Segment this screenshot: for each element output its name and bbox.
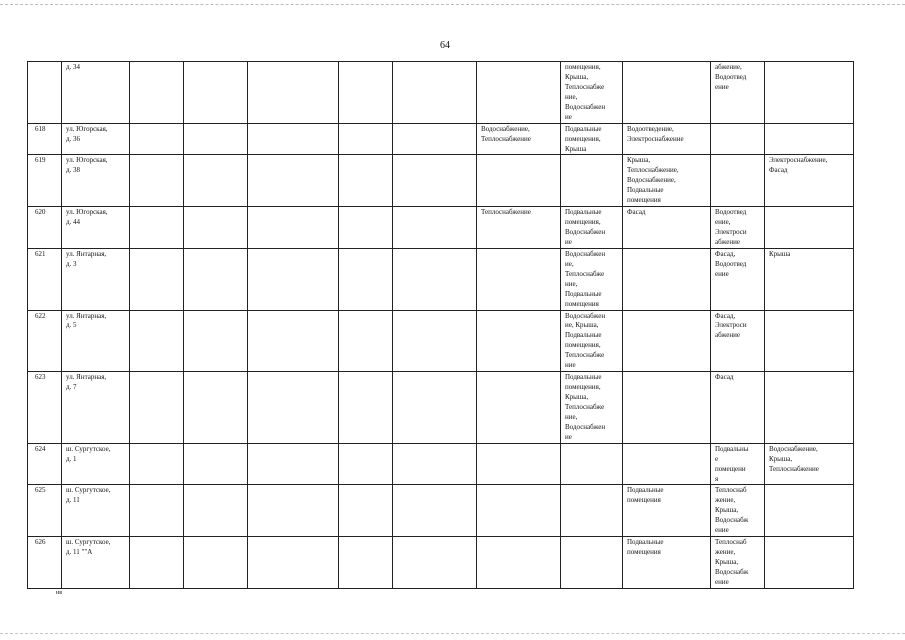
cell-address: ш. Сургутское, д. 1 [62,443,130,485]
cell-col-9 [623,372,711,444]
cell-col-2 [130,248,184,310]
cell-col-9 [623,248,711,310]
cell-address: ул. Югорская, д. 36 [62,123,130,155]
cell-col-11 [765,537,854,589]
cell-col-10: Фасад [711,372,765,444]
cell-number: 621 [28,248,62,310]
cell-address: ул. Янтарная, д. 5 [62,310,130,372]
cell-address: ш. Сургутское, д. 11 ""А [62,537,130,589]
cell-col-3 [184,207,248,249]
cell-address: ул. Югорская, д. 38 [62,155,130,207]
cell-col-11 [765,372,854,444]
cell-col-9: Подвальные помещения [623,537,711,589]
cell-address: ул. Янтарная, д. 3 [62,248,130,310]
cell-col-5 [339,155,393,207]
cell-col-11 [765,207,854,249]
cell-col-9: Крыша, Теплоснабжение, Водоснабжение, Подвальные помещения [623,155,711,207]
cell-col-2 [130,123,184,155]
cell-col-7 [477,62,561,124]
cell-col-11: Электроснабжение, Фасад [765,155,854,207]
cell-col-8: Водоснабжен ие, Крыша, Подвальные помещения, Теплоснабже ние [561,310,623,372]
cell-col-10: Подвальны е помещени я [711,443,765,485]
cell-col-4 [248,62,339,124]
cell-address: ул. Янтарная, д. 7 [62,372,130,444]
cell-col-8: Подвальные помещения, Водоснабжен ие [561,207,623,249]
cell-col-7 [477,537,561,589]
cell-col-4 [248,248,339,310]
table-row [28,537,854,589]
cell-col-2 [130,537,184,589]
cell-number: 620 [28,207,62,249]
cell-col-3 [184,443,248,485]
cell-number: 623 [28,372,62,444]
cell-col-2 [130,310,184,372]
cell-col-9 [623,62,711,124]
cell-col-8: Подвальные помещения, Крыша [561,123,623,155]
cell-number: 624 [28,443,62,485]
footer-initials: нв [56,590,63,596]
cell-col-10: Теплоснаб жение, Крыша, Водоснабж ение [711,485,765,537]
cell-col-10: Фасад, Водоотвед ение [711,248,765,310]
table-body [28,62,854,589]
cell-col-4 [248,123,339,155]
cell-col-3 [184,62,248,124]
cell-col-3 [184,485,248,537]
table-row [28,155,854,207]
cell-col-2 [130,372,184,444]
cell-col-6 [393,62,477,124]
cell-col-3 [184,155,248,207]
cell-col-7 [477,372,561,444]
cell-col-10: Теплоснаб жение, Крыша, Водоснабж ение [711,537,765,589]
cell-col-8 [561,485,623,537]
cell-col-11: Водоснабжение, Крыша, Теплоснабжение [765,443,854,485]
table-row [28,485,854,537]
cell-col-10 [711,123,765,155]
cell-col-6 [393,248,477,310]
cell-col-10: Водоотвед ение, Электроси абжение [711,207,765,249]
cell-col-4 [248,443,339,485]
cell-col-3 [184,372,248,444]
repair-schedule-table [27,61,854,589]
cell-col-8 [561,537,623,589]
table-row [28,123,854,155]
cell-col-4 [248,537,339,589]
table-row [28,248,854,310]
cell-col-8: Подвальные помещения, Крыша, Теплоснабже ние, Водоснабжен ие [561,372,623,444]
scan-edge-top [0,4,905,6]
cell-col-10: абжение, Водоотвед ение [711,62,765,124]
cell-col-6 [393,123,477,155]
cell-col-4 [248,372,339,444]
cell-col-4 [248,155,339,207]
table-row [28,62,854,124]
cell-col-4 [248,310,339,372]
cell-col-3 [184,310,248,372]
cell-col-8 [561,443,623,485]
cell-col-2 [130,485,184,537]
cell-col-4 [248,207,339,249]
cell-col-6 [393,207,477,249]
scan-edge-bottom [0,633,905,635]
cell-col-7 [477,310,561,372]
cell-col-11 [765,123,854,155]
cell-col-2 [130,443,184,485]
cell-col-9: Водоотведение, Электроснабжение [623,123,711,155]
cell-address: д. 34 [62,62,130,124]
cell-col-5 [339,485,393,537]
cell-col-10 [711,155,765,207]
cell-col-7: Водоснабжение, Теплоснабжение [477,123,561,155]
cell-col-8: помещения, Крыша, Теплоснабже ние, Водоснабжен ие [561,62,623,124]
cell-address: ул. Югорская, д. 44 [62,207,130,249]
cell-col-5 [339,248,393,310]
cell-col-11: Крыша [765,248,854,310]
cell-col-5 [339,62,393,124]
cell-col-7 [477,485,561,537]
cell-col-5 [339,123,393,155]
cell-col-8: Водоснабжен ие, Теплоснабже ние, Подвальные помещения [561,248,623,310]
cell-col-6 [393,310,477,372]
cell-col-6 [393,443,477,485]
cell-col-5 [339,207,393,249]
cell-col-5 [339,443,393,485]
cell-col-11 [765,62,854,124]
page-number: 64 [440,40,450,51]
table-row [28,310,854,372]
cell-col-3 [184,248,248,310]
table-row [28,207,854,249]
cell-number: 619 [28,155,62,207]
cell-number: 618 [28,123,62,155]
cell-col-6 [393,155,477,207]
cell-col-3 [184,537,248,589]
cell-col-9: Фасад [623,207,711,249]
cell-col-6 [393,485,477,537]
cell-address: ш. Сургутское, д. 11 [62,485,130,537]
cell-col-5 [339,372,393,444]
cell-col-9: Подвальные помещения [623,485,711,537]
cell-number: 626 [28,537,62,589]
cell-col-3 [184,123,248,155]
cell-col-9 [623,310,711,372]
cell-col-7 [477,155,561,207]
cell-col-11 [765,310,854,372]
cell-col-5 [339,537,393,589]
cell-col-9 [623,443,711,485]
cell-col-8 [561,155,623,207]
cell-number [28,62,62,124]
cell-number: 622 [28,310,62,372]
table-row [28,443,854,485]
cell-col-7 [477,443,561,485]
cell-col-5 [339,310,393,372]
cell-col-10: Фасад, Электроси абжение [711,310,765,372]
cell-col-2 [130,207,184,249]
cell-number: 625 [28,485,62,537]
table-row [28,372,854,444]
cell-col-7: Теплоснабжение [477,207,561,249]
cell-col-2 [130,62,184,124]
cell-col-7 [477,248,561,310]
cell-col-6 [393,372,477,444]
cell-col-4 [248,485,339,537]
cell-col-11 [765,485,854,537]
cell-col-2 [130,155,184,207]
cell-col-6 [393,537,477,589]
